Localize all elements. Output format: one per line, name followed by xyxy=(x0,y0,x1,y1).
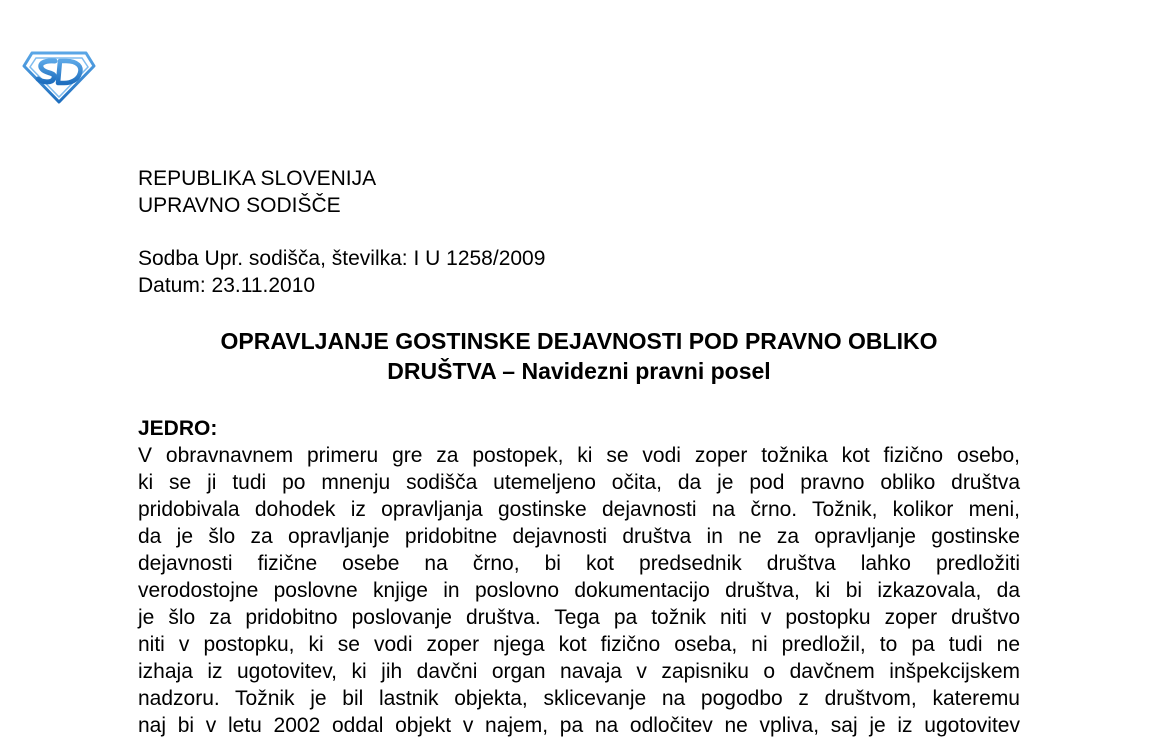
judgment-meta xyxy=(138,245,545,299)
judgment-date: Datum: 23.11.2010 xyxy=(138,274,316,297)
header-court: UPRAVNO SODIŠČE xyxy=(138,194,341,217)
jedro-paragraph xyxy=(138,442,1020,739)
jedro-heading: JEDRO: xyxy=(138,417,218,440)
paragraph-line: pridobivala dohodek iz opravljanja gostinske dejavnosti na črno. Tožnik, kolikor meni, xyxy=(138,498,1020,521)
paragraph-line: niti v postopku, ki se vodi zoper njega kot fizično oseba, ni predložil, to pa tudi ne xyxy=(138,633,1020,656)
paragraph-line: V obravnavnem primeru gre za postopek, ki se vodi zoper tožnika kot fizično osebo, xyxy=(138,444,1020,467)
title-line-2: DRUŠTVA – Navidezni pravni posel xyxy=(387,358,771,384)
court-header xyxy=(138,165,376,219)
paragraph-line: naj bi v letu 2002 oddal objekt v najem, pa na odločitev ne vpliva, saj je iz ugotovitev xyxy=(138,714,1020,737)
court-logo xyxy=(22,50,96,104)
paragraph-line: da je šlo za opravljanje pridobitne dejavnosti društva in ne za opravljanje gostinske xyxy=(138,525,1020,548)
paragraph-line: izhaja iz ugotovitev, ki jih davčni organ navaja v zapisniku o davčnem inšpekcijskem xyxy=(138,660,1020,683)
paragraph-line: nadzoru. Tožnik je bil lastnik objekta, sklicevanje na pogodbo z društvom, kateremu xyxy=(138,687,1020,710)
case-number: Sodba Upr. sodišča, številka: I U 1258/2009 xyxy=(138,247,546,270)
paragraph-line: ki se ji tudi po mnenju sodišča utemeljeno očita, da je pod pravno obliko društva xyxy=(138,471,1020,494)
paragraph-line: dejavnosti fizične osebe na črno, bi kot predsednik društva lahko predložiti xyxy=(138,552,1020,575)
header-country: REPUBLIKA SLOVENIJA xyxy=(138,167,377,190)
paragraph-line: je šlo za pridobitno poslovanje društva. Tega pa tožnik niti v postopku zoper društvo xyxy=(138,606,1020,629)
title-line-1: OPRAVLJANJE GOSTINSKE DEJAVNOSTI POD PRAVNO OBLIKO xyxy=(220,328,938,354)
document-title xyxy=(138,326,1020,386)
paragraph-line: verodostojne poslovne knjige in poslovno dokumentacijo društva, ki bi izkazovala, da xyxy=(138,579,1020,602)
